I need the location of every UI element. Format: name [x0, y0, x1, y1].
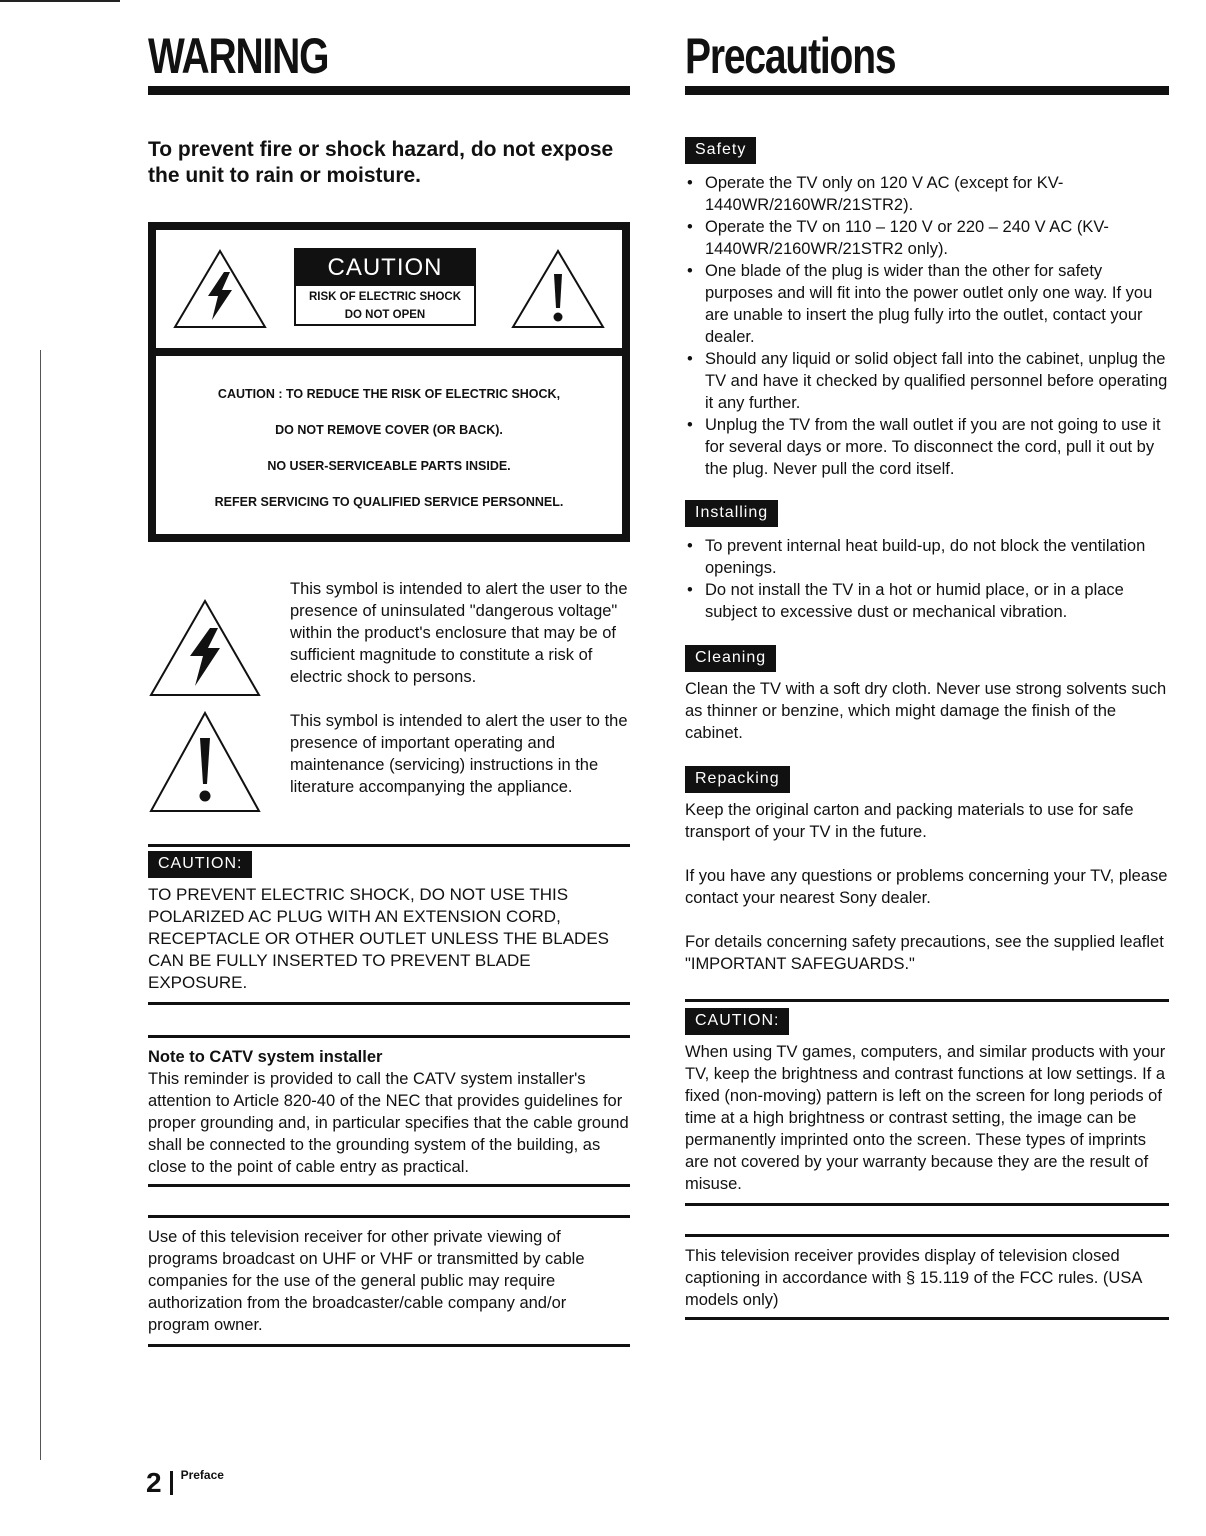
catv-text: This reminder is provided to call the CATV system installer's attention to Article 820-40 of the NEC that provides guidelines for proper grounding and, in particular specifies that the cable ground shall be connected to the grounding system of the building, as close to the point of cable entry as practical. [148, 1070, 629, 1176]
caution-label [294, 248, 476, 326]
usage-text: Use of this television receiver for other private viewing of programs broadcast on UHF or VHF or transmitted by cable companies for the use of the general public may require authorization from the broadcaster/cable company and/or program owner. [148, 1228, 585, 1334]
warning-heading: WARNING [148, 28, 329, 84]
installing-list [685, 535, 1169, 623]
caution-line-4: REFER SERVICING TO QUALIFIED SERVICE PERSONNEL. [214, 495, 564, 509]
lightning-warning-icon [172, 248, 268, 330]
margin-rule [40, 350, 41, 1460]
screen-caution-text: When using TV games, computers, and similar products with your TV, keep the brightness and contrast functions at low settings. If a fixed (non-moving) pattern is left on the screen for long periods of time at a high brightness or contrast setting, the image can be permanently imprinted onto the screen. These types of imprints are not covered by your warranty because they are the result of misuse. [685, 1043, 1166, 1193]
section-rule [685, 1203, 1169, 1206]
exclamation-warning-icon [510, 248, 606, 330]
lightning-warning-icon [148, 598, 262, 698]
safety-tag: Safety [685, 137, 756, 164]
caution-tag: CAUTION: [685, 1008, 789, 1035]
precautions-heading: Precautions [685, 28, 896, 84]
top-corner-line [0, 0, 120, 2]
caution-line-1: CAUTION : TO REDUCE THE RISK OF ELECTRIC SHOCK, [217, 387, 561, 401]
exclamation-warning-icon [148, 710, 262, 814]
warning-column [148, 30, 630, 1347]
footer-divider [170, 1471, 173, 1495]
lightning-symbol-text: This symbol is intended to alert the user to the presence of uninsulated "dangerous voltage" within the product's enclosure that may be of sufficient magnitude to constitute a risk of electric shock to persons. [290, 580, 628, 686]
heading-rule [148, 86, 630, 95]
caution-label-box [148, 222, 630, 542]
questions-text: If you have any questions or problems concerning your TV, please contact your nearest Sony dealer. [685, 867, 1168, 907]
section-rule [148, 1035, 630, 1038]
list-item: • To prevent internal heat build-up, do not block the ventilation openings. [685, 535, 1169, 579]
list-item: • Operate the TV on 110 – 120 V or 220 – 240 V AC (KV-1440WR/2160WR/21STR2 only). [685, 216, 1169, 260]
precautions-column [685, 30, 1169, 1320]
caution-line-3: NO USER-SERVICEABLE PARTS INSIDE. [267, 459, 511, 473]
list-item: • Unplug the TV from the wall outlet if you are not going to use it for several days or more. To disconnect the cord, pull it out by the plug. Never pull the cord itself. [685, 414, 1169, 480]
cleaning-text: Clean the TV with a soft dry cloth. Never use strong solvents such as thinner or benzine, which might damage the finish of the cabinet. [685, 680, 1167, 742]
lead-warning: To prevent fire or shock hazard, do not expose the unit to rain or moisture. [148, 138, 614, 187]
installing-tag: Installing [685, 500, 778, 527]
repacking-text: Keep the original carton and packing materials to use for safe transport of your TV in the future. [685, 801, 1134, 841]
list-item: • Should any liquid or solid object fall into the cabinet, unplug the TV and have it checked by qualified personnel before operating it any further. [685, 348, 1169, 414]
list-item: • One blade of the plug is wider than the other for safety purposes and will fit into the power outlet only one way. If you are unable to insert the plug fully irto the outlet, contact your dealer. [685, 260, 1169, 348]
section-rule [148, 1002, 630, 1005]
list-item: • Operate the TV only on 120 V AC (except for KV-1440WR/2160WR/21STR2). [685, 172, 1169, 216]
details-text: For details concerning safety precautions, see the supplied leaflet "IMPORTANT SAFEGUARDS." [685, 933, 1164, 973]
caution-label-title: CAUTION [296, 250, 474, 286]
safety-list [685, 172, 1169, 480]
section-rule [685, 1317, 1169, 1320]
exclamation-symbol-explanation [148, 710, 630, 810]
plug-caution-text: TO PREVENT ELECTRIC SHOCK, DO NOT USE THIS POLARIZED AC PLUG WITH AN EXTENSION CORD, RECEPTACLE OR OTHER OUTLET UNLESS THE BLADES CAN BE FULLY INSERTED TO PREVENT BLADE EXPOSURE. [148, 885, 610, 992]
section-rule [148, 844, 630, 847]
caution-label-sub2: DO NOT OPEN [344, 309, 426, 321]
page-footer [146, 1468, 224, 1498]
caution-tag: CAUTION: [148, 851, 252, 878]
list-item: • Do not install the TV in a hot or humid place, or in a place subject to excessive dust or mechanical vibration. [685, 579, 1169, 623]
page-number: 2 [146, 1467, 162, 1498]
section-rule [148, 1215, 630, 1218]
section-rule [148, 1344, 630, 1347]
repacking-tag: Repacking [685, 766, 790, 793]
section-name: Preface [180, 1468, 224, 1482]
section-rule [685, 999, 1169, 1002]
cleaning-tag: Cleaning [685, 645, 776, 672]
exclamation-symbol-text: This symbol is intended to alert the user to the presence of important operating and maintenance (servicing) instructions in the literature accompanying the appliance. [290, 712, 628, 796]
section-rule [148, 1184, 630, 1187]
lightning-symbol-explanation [148, 578, 630, 688]
section-rule [685, 1234, 1169, 1237]
catv-title: Note to CATV system installer [148, 1048, 383, 1066]
heading-rule [685, 86, 1169, 95]
closed-caption-text: This television receiver provides display of television closed captioning in accordance with § 15.119 of the FCC rules. (USA models only) [685, 1247, 1142, 1309]
caution-label-sub1: RISK OF ELECTRIC SHOCK [308, 291, 462, 303]
caution-line-2: DO NOT REMOVE COVER (OR BACK). [275, 423, 503, 437]
